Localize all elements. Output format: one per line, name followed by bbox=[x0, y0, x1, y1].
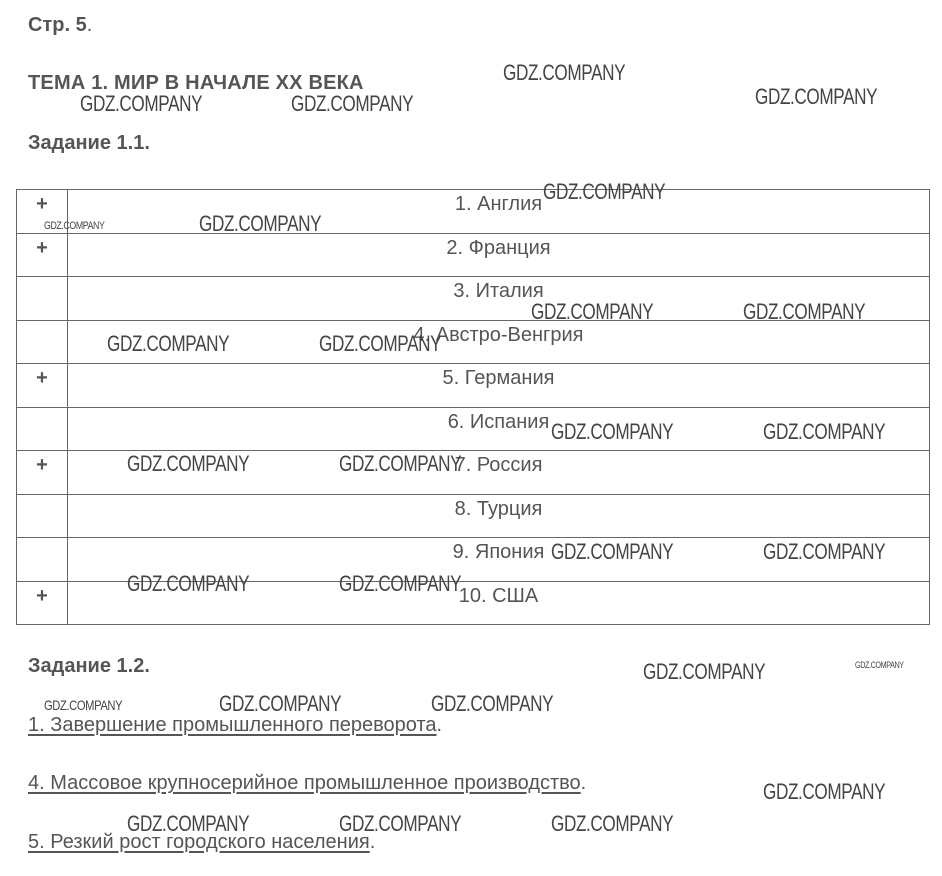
row-mark: + bbox=[17, 233, 68, 277]
row-mark: + bbox=[17, 364, 68, 408]
watermark: GDZ.COMPANY bbox=[755, 84, 878, 109]
watermark: GDZ.COMPANY bbox=[127, 811, 250, 836]
table-row bbox=[17, 364, 930, 408]
watermark: GDZ.COMPANY bbox=[643, 659, 766, 684]
watermark: GDZ.COMPANY bbox=[219, 691, 342, 716]
watermark: GDZ.COMPANY bbox=[199, 211, 322, 236]
watermark: GDZ.COMPANY bbox=[339, 451, 462, 476]
watermark: GDZ.COMPANY bbox=[551, 539, 674, 564]
row-mark: + bbox=[17, 451, 68, 495]
table-row bbox=[17, 233, 930, 277]
watermark: GDZ.COMPANY bbox=[743, 299, 866, 324]
watermark: GDZ.COMPANY bbox=[44, 697, 123, 713]
watermark: GDZ.COMPANY bbox=[551, 811, 674, 836]
watermark: GDZ.COMPANY bbox=[80, 91, 203, 116]
country-name: 5. Германия bbox=[68, 364, 930, 408]
watermark: GDZ.COMPANY bbox=[503, 60, 626, 85]
watermark: GDZ.COMPANY bbox=[531, 299, 654, 324]
country-name: 1. Англия bbox=[68, 190, 930, 234]
country-name: 3. Италия bbox=[68, 277, 930, 321]
watermark: GDZ.COMPANY bbox=[319, 331, 442, 356]
table-row bbox=[17, 190, 930, 234]
watermark: GDZ.COMPANY bbox=[339, 811, 462, 836]
country-name: 10. США bbox=[68, 581, 930, 625]
watermark: GDZ.COMPANY bbox=[339, 571, 462, 596]
country-name: 7. Россия bbox=[68, 451, 930, 495]
country-name: 8. Турция bbox=[68, 494, 930, 538]
country-name: 2. Франция bbox=[68, 233, 930, 277]
watermark: GDZ.COMPANY bbox=[543, 179, 666, 204]
row-mark: + bbox=[17, 190, 68, 234]
watermark: GDZ.COMPANY bbox=[855, 660, 904, 670]
answer-item: 5. Резкий рост городского населения. bbox=[28, 831, 376, 853]
country-name: 9. Япония bbox=[68, 538, 930, 582]
watermark: GDZ.COMPANY bbox=[107, 331, 230, 356]
page-number: Стр. 5. bbox=[28, 14, 93, 36]
row-mark bbox=[17, 320, 68, 364]
row-mark bbox=[17, 538, 68, 582]
row-mark bbox=[17, 277, 68, 321]
watermark: GDZ.COMPANY bbox=[763, 539, 886, 564]
watermark: GDZ.COMPANY bbox=[431, 691, 554, 716]
watermark: GDZ.COMPANY bbox=[291, 91, 414, 116]
watermark: GDZ.COMPANY bbox=[127, 571, 250, 596]
task-1-2-heading: Задание 1.2. bbox=[28, 655, 150, 677]
watermark: GDZ.COMPANY bbox=[44, 220, 105, 232]
watermark: GDZ.COMPANY bbox=[551, 419, 674, 444]
row-mark bbox=[17, 494, 68, 538]
table-row bbox=[17, 494, 930, 538]
watermark: GDZ.COMPANY bbox=[763, 419, 886, 444]
answer-item: 4. Массовое крупносерийное промышленное производство. bbox=[28, 772, 587, 794]
country-name: 4. Австро-Венгрия bbox=[68, 320, 930, 364]
watermark: GDZ.COMPANY bbox=[763, 779, 886, 804]
country-name: 6. Испания bbox=[68, 407, 930, 451]
row-mark bbox=[17, 407, 68, 451]
topic-heading: ТЕМА 1. МИР В НАЧАЛЕ XX ВЕКА bbox=[28, 72, 364, 94]
task-1-1-heading: Задание 1.1. bbox=[28, 132, 150, 154]
row-mark: + bbox=[17, 581, 68, 625]
answer-item: 1. Завершение промышленного переворота. bbox=[28, 714, 443, 736]
watermark: GDZ.COMPANY bbox=[127, 451, 250, 476]
